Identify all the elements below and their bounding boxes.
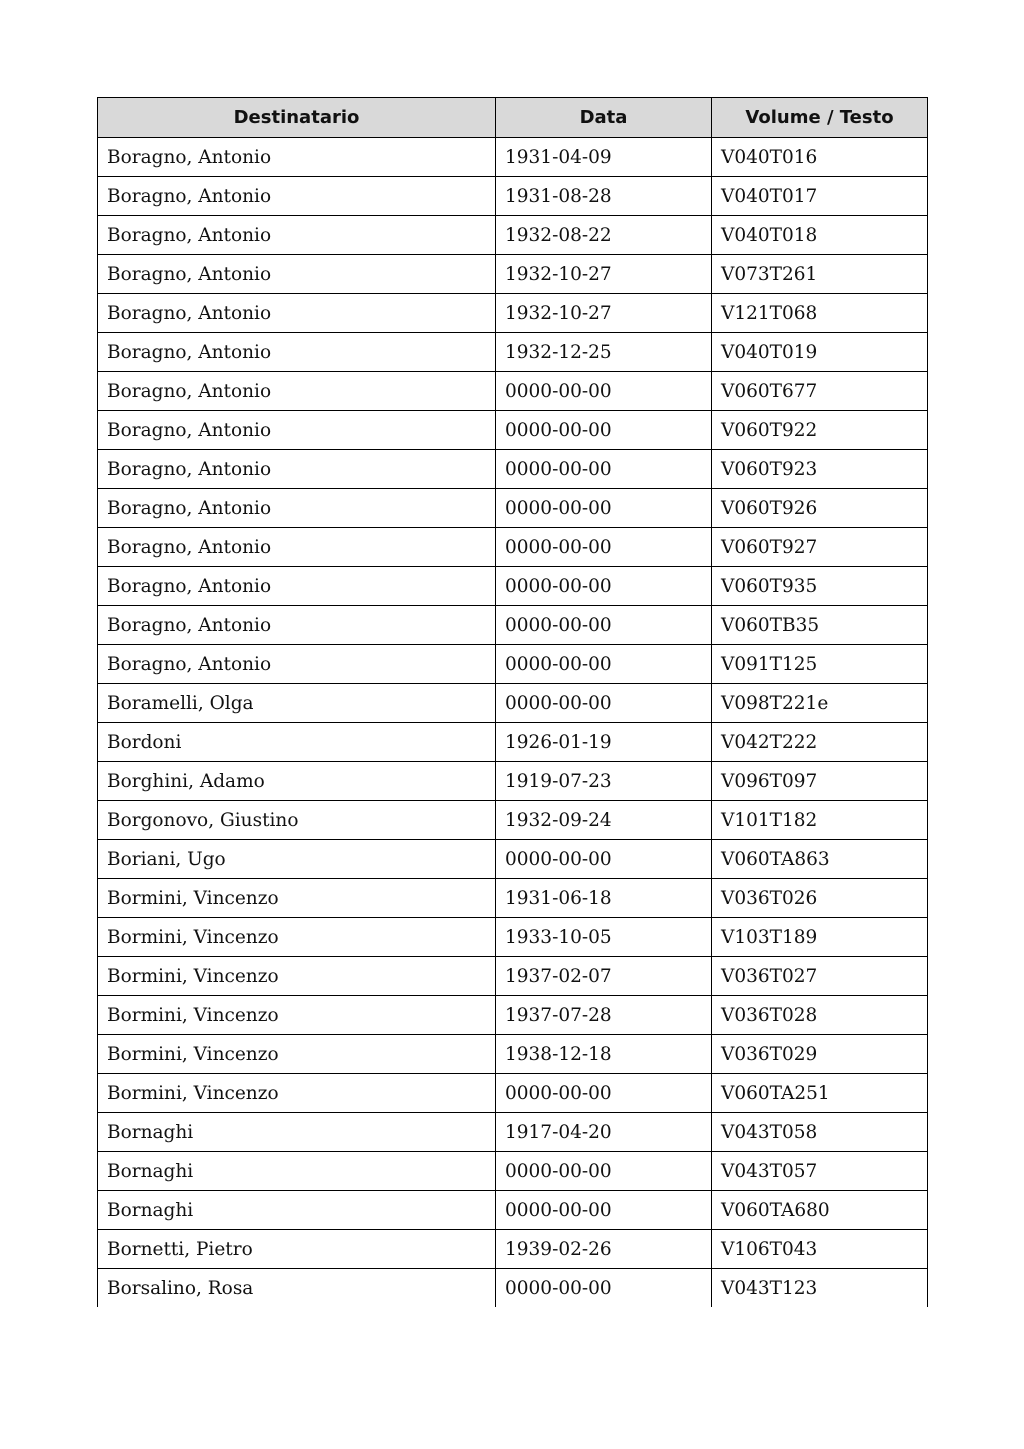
table-row bbox=[98, 996, 928, 1035]
cell-date: 0000-00-00 bbox=[496, 1074, 712, 1113]
table-row bbox=[98, 840, 928, 879]
cell-recipient: Bornetti, Pietro bbox=[98, 1230, 496, 1269]
cell-date: 0000-00-00 bbox=[496, 1269, 712, 1308]
table-row bbox=[98, 684, 928, 723]
cell-recipient: Boragno, Antonio bbox=[98, 216, 496, 255]
letters-table bbox=[97, 97, 928, 1307]
table-body bbox=[98, 138, 928, 1308]
table-row bbox=[98, 1113, 928, 1152]
cell-date: 1926-01-19 bbox=[496, 723, 712, 762]
table-row bbox=[98, 567, 928, 606]
cell-volume-text: V042T222 bbox=[712, 723, 928, 762]
cell-date: 0000-00-00 bbox=[496, 645, 712, 684]
cell-volume-text: V036T028 bbox=[712, 996, 928, 1035]
cell-recipient: Bormini, Vincenzo bbox=[98, 1035, 496, 1074]
table-row bbox=[98, 762, 928, 801]
cell-volume-text: V043T123 bbox=[712, 1269, 928, 1308]
cell-date: 0000-00-00 bbox=[496, 684, 712, 723]
cell-date: 0000-00-00 bbox=[496, 450, 712, 489]
table-row bbox=[98, 177, 928, 216]
table-row bbox=[98, 723, 928, 762]
cell-recipient: Boragno, Antonio bbox=[98, 177, 496, 216]
cell-recipient: Boragno, Antonio bbox=[98, 138, 496, 177]
cell-recipient: Bormini, Vincenzo bbox=[98, 918, 496, 957]
cell-date: 1937-02-07 bbox=[496, 957, 712, 996]
cell-recipient: Boragno, Antonio bbox=[98, 372, 496, 411]
cell-date: 1917-04-20 bbox=[496, 1113, 712, 1152]
table-row bbox=[98, 1191, 928, 1230]
cell-recipient: Bormini, Vincenzo bbox=[98, 1074, 496, 1113]
cell-volume-text: V060T923 bbox=[712, 450, 928, 489]
cell-recipient: Boramelli, Olga bbox=[98, 684, 496, 723]
cell-recipient: Boragno, Antonio bbox=[98, 645, 496, 684]
cell-date: 1931-04-09 bbox=[496, 138, 712, 177]
table-row bbox=[98, 1035, 928, 1074]
cell-date: 1932-12-25 bbox=[496, 333, 712, 372]
cell-volume-text: V040T016 bbox=[712, 138, 928, 177]
table-row bbox=[98, 606, 928, 645]
cell-date: 1932-08-22 bbox=[496, 216, 712, 255]
cell-recipient: Boragno, Antonio bbox=[98, 606, 496, 645]
table-row bbox=[98, 1152, 928, 1191]
table-row bbox=[98, 294, 928, 333]
table-row bbox=[98, 138, 928, 177]
cell-volume-text: V103T189 bbox=[712, 918, 928, 957]
cell-recipient: Boragno, Antonio bbox=[98, 411, 496, 450]
cell-volume-text: V091T125 bbox=[712, 645, 928, 684]
table-row bbox=[98, 411, 928, 450]
cell-date: 1931-06-18 bbox=[496, 879, 712, 918]
cell-date: 0000-00-00 bbox=[496, 606, 712, 645]
cell-date: 1937-07-28 bbox=[496, 996, 712, 1035]
cell-date: 0000-00-00 bbox=[496, 1152, 712, 1191]
cell-volume-text: V060T927 bbox=[712, 528, 928, 567]
table-row bbox=[98, 1074, 928, 1113]
cell-date: 0000-00-00 bbox=[496, 567, 712, 606]
cell-date: 0000-00-00 bbox=[496, 1191, 712, 1230]
cell-date: 1919-07-23 bbox=[496, 762, 712, 801]
cell-volume-text: V060T935 bbox=[712, 567, 928, 606]
cell-volume-text: V043T057 bbox=[712, 1152, 928, 1191]
cell-recipient: Boragno, Antonio bbox=[98, 489, 496, 528]
cell-volume-text: V121T068 bbox=[712, 294, 928, 333]
cell-date: 1932-09-24 bbox=[496, 801, 712, 840]
cell-date: 0000-00-00 bbox=[496, 411, 712, 450]
cell-volume-text: V098T221e bbox=[712, 684, 928, 723]
table-row bbox=[98, 333, 928, 372]
cell-date: 0000-00-00 bbox=[496, 489, 712, 528]
cell-recipient: Bormini, Vincenzo bbox=[98, 996, 496, 1035]
cell-volume-text: V060T677 bbox=[712, 372, 928, 411]
table-row bbox=[98, 255, 928, 294]
cell-date: 0000-00-00 bbox=[496, 528, 712, 567]
table-row bbox=[98, 1230, 928, 1269]
cell-recipient: Boragno, Antonio bbox=[98, 528, 496, 567]
cell-volume-text: V040T018 bbox=[712, 216, 928, 255]
table-row bbox=[98, 450, 928, 489]
cell-volume-text: V036T029 bbox=[712, 1035, 928, 1074]
table-row bbox=[98, 489, 928, 528]
header-row bbox=[98, 98, 928, 138]
cell-volume-text: V106T043 bbox=[712, 1230, 928, 1269]
cell-volume-text: V036T026 bbox=[712, 879, 928, 918]
cell-recipient: Boragno, Antonio bbox=[98, 450, 496, 489]
cell-recipient: Boragno, Antonio bbox=[98, 294, 496, 333]
cell-recipient: Bordoni bbox=[98, 723, 496, 762]
cell-volume-text: V060T926 bbox=[712, 489, 928, 528]
cell-recipient: Bormini, Vincenzo bbox=[98, 957, 496, 996]
cell-volume-text: V040T017 bbox=[712, 177, 928, 216]
cell-recipient: Borghini, Adamo bbox=[98, 762, 496, 801]
cell-date: 1932-10-27 bbox=[496, 255, 712, 294]
table-row bbox=[98, 216, 928, 255]
cell-volume-text: V060TA680 bbox=[712, 1191, 928, 1230]
table-row bbox=[98, 801, 928, 840]
table-row bbox=[98, 957, 928, 996]
cell-date: 1933-10-05 bbox=[496, 918, 712, 957]
table-row bbox=[98, 528, 928, 567]
cell-recipient: Borsalino, Rosa bbox=[98, 1269, 496, 1308]
cell-recipient: Boriani, Ugo bbox=[98, 840, 496, 879]
cell-volume-text: V043T058 bbox=[712, 1113, 928, 1152]
cell-recipient: Bornaghi bbox=[98, 1191, 496, 1230]
cell-volume-text: V073T261 bbox=[712, 255, 928, 294]
table-row bbox=[98, 645, 928, 684]
cell-volume-text: V101T182 bbox=[712, 801, 928, 840]
table-row bbox=[98, 1269, 928, 1308]
cell-date: 0000-00-00 bbox=[496, 372, 712, 411]
table-header bbox=[98, 98, 928, 138]
table-row bbox=[98, 918, 928, 957]
cell-recipient: Boragno, Antonio bbox=[98, 255, 496, 294]
cell-recipient: Bornaghi bbox=[98, 1152, 496, 1191]
cell-date: 1932-10-27 bbox=[496, 294, 712, 333]
header-volume-text: Volume / Testo bbox=[712, 98, 928, 138]
cell-volume-text: V060TA863 bbox=[712, 840, 928, 879]
cell-recipient: Borgonovo, Giustino bbox=[98, 801, 496, 840]
cell-volume-text: V060T922 bbox=[712, 411, 928, 450]
header-date: Data bbox=[496, 98, 712, 138]
cell-date: 1939-02-26 bbox=[496, 1230, 712, 1269]
cell-recipient: Boragno, Antonio bbox=[98, 333, 496, 372]
cell-volume-text: V040T019 bbox=[712, 333, 928, 372]
header-recipient: Destinatario bbox=[98, 98, 496, 138]
cell-recipient: Bornaghi bbox=[98, 1113, 496, 1152]
cell-date: 1931-08-28 bbox=[496, 177, 712, 216]
cell-volume-text: V036T027 bbox=[712, 957, 928, 996]
cell-date: 1938-12-18 bbox=[496, 1035, 712, 1074]
cell-recipient: Boragno, Antonio bbox=[98, 567, 496, 606]
cell-date: 0000-00-00 bbox=[496, 840, 712, 879]
cell-volume-text: V060TB35 bbox=[712, 606, 928, 645]
table-row bbox=[98, 879, 928, 918]
cell-volume-text: V060TA251 bbox=[712, 1074, 928, 1113]
cell-volume-text: V096T097 bbox=[712, 762, 928, 801]
cell-recipient: Bormini, Vincenzo bbox=[98, 879, 496, 918]
table-row bbox=[98, 372, 928, 411]
